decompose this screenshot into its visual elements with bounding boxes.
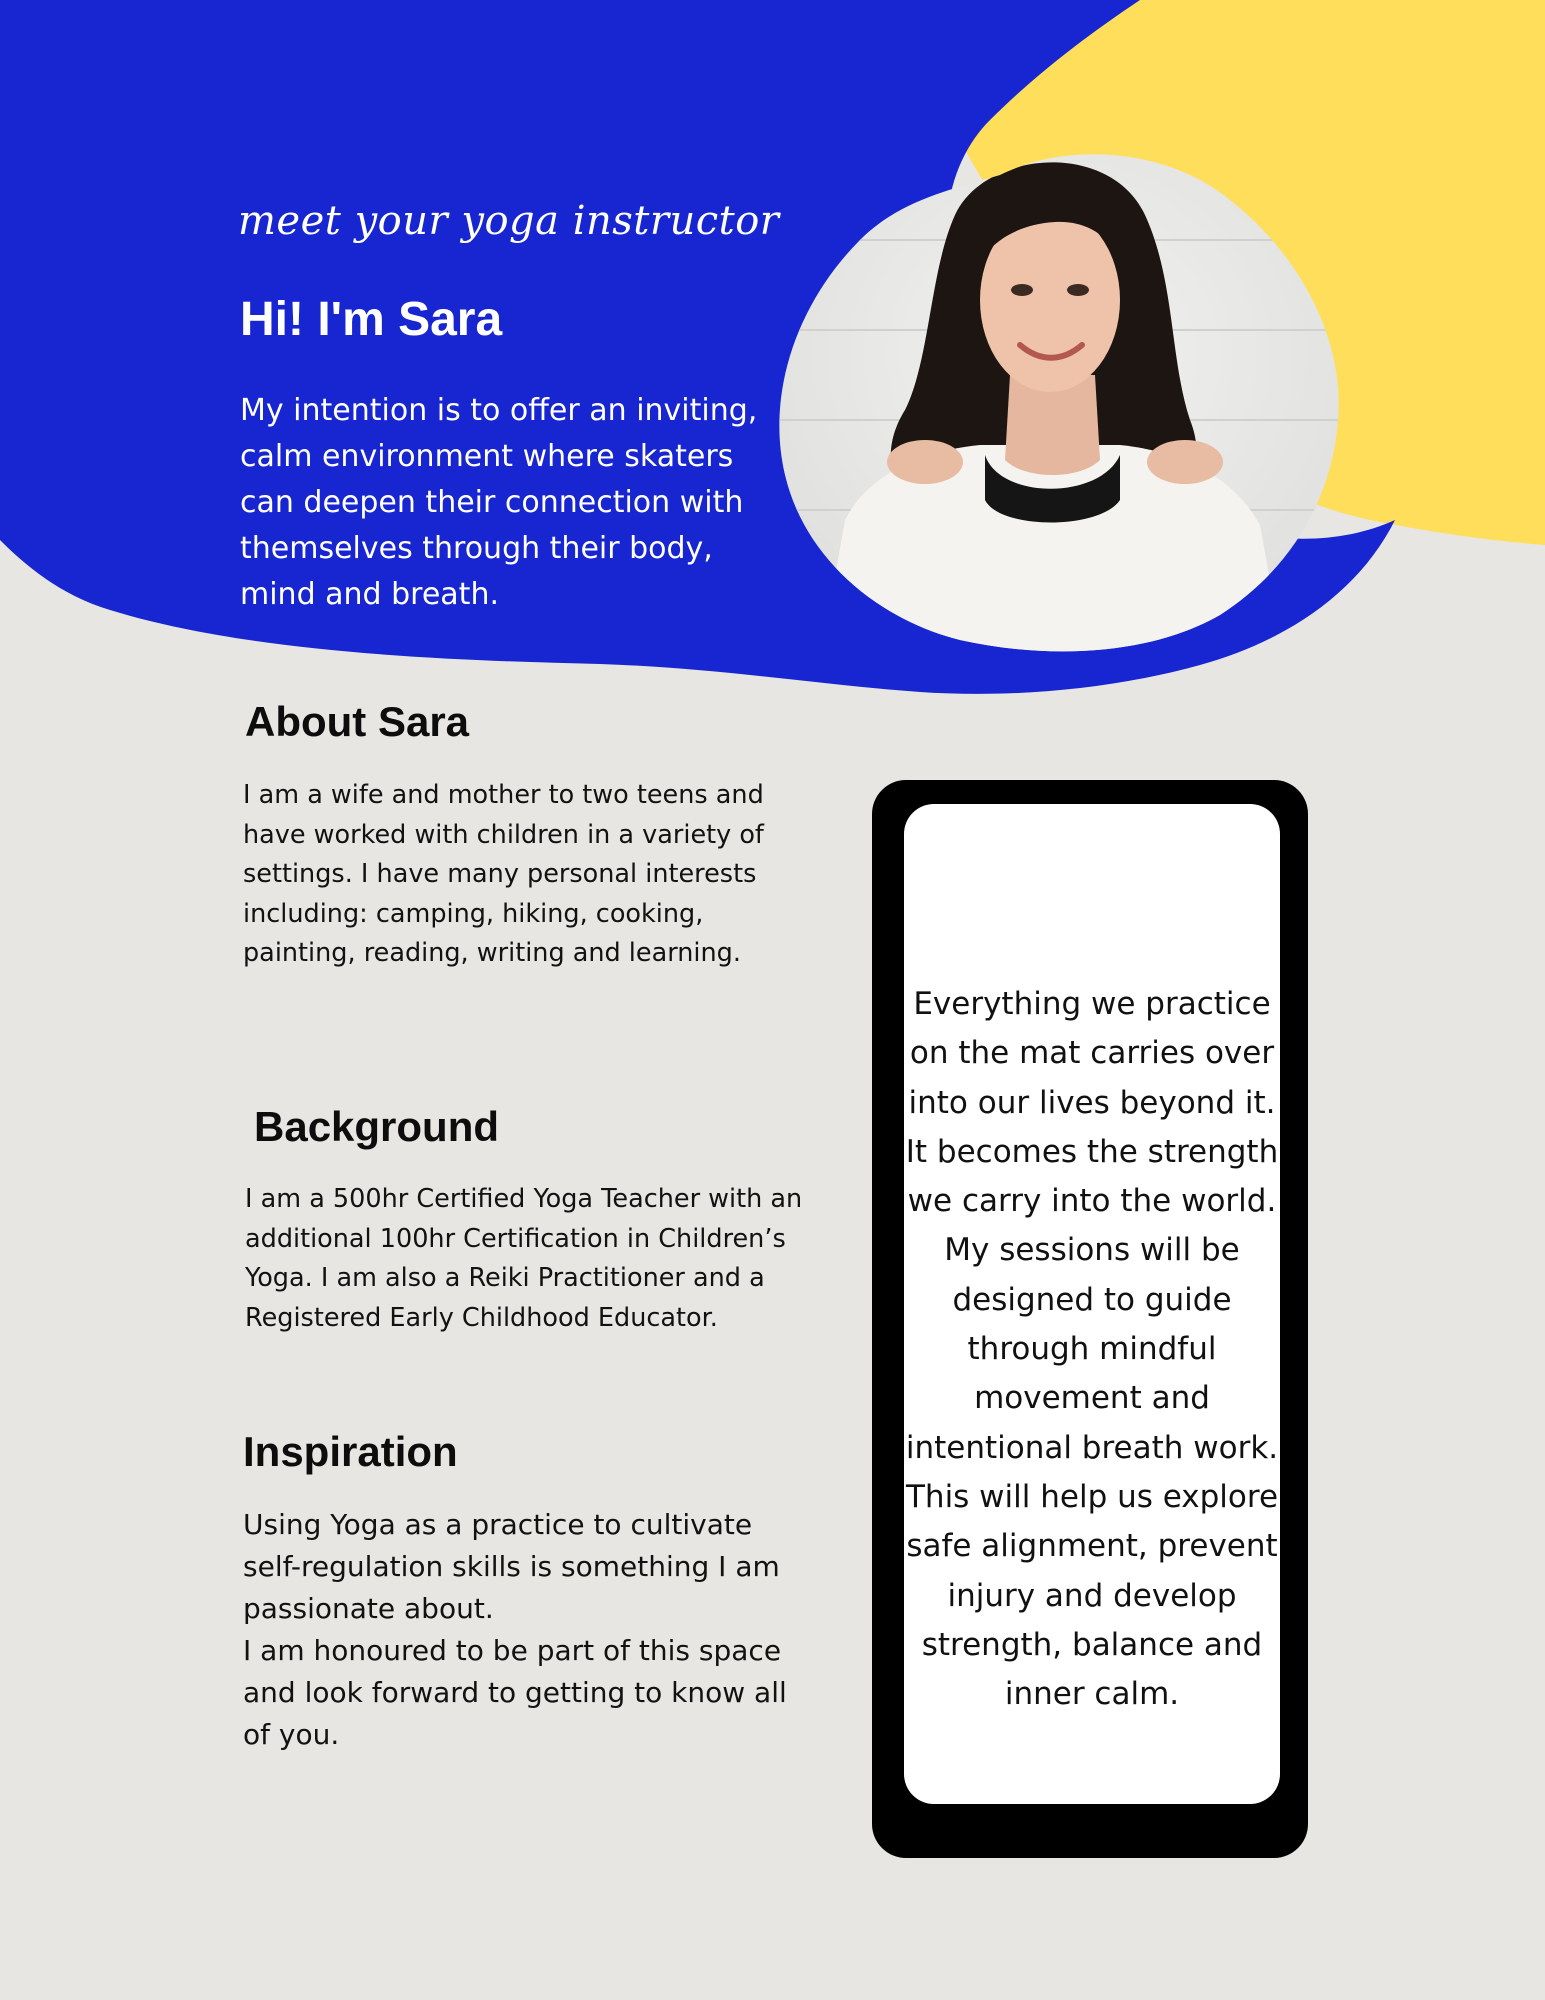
- inspiration-line-2: I am honoured to be part of this space and look forward to getting to know all of you.: [243, 1634, 787, 1751]
- inspiration-line-1: Using Yoga as a practice to cultivate self-regulation skills is something I am passionate about.: [243, 1508, 780, 1625]
- background-paragraph: I am a 500hr Certified Yoga Teacher with an additional 100hr Certification in Children’s Yoga. I am also a Reiki Practitioner and a Registered Early Childhood Educator.: [245, 1184, 803, 1333]
- about-paragraph: I am a wife and mother to two teens and have worked with children in a variety of settings. I have many personal interests including: camping, hiking, cooking, painting, reading, writing and learning.: [243, 780, 764, 968]
- script-tagline: meet your yoga instructor: [238, 198, 780, 244]
- about-heading: About Sara: [245, 698, 470, 745]
- inspiration-paragraph: [243, 1504, 813, 1756]
- background-heading: Background: [254, 1103, 500, 1150]
- intro-paragraph: My intention is to offer an inviting, calm environment where skaters can deepen their connection with themselves through their body, mind and breath.: [240, 393, 758, 612]
- phone-screen: [904, 804, 1280, 1804]
- inspiration-heading: Inspiration: [243, 1428, 458, 1475]
- quote-text: Everything we practice on the mat carries over into our lives beyond it. It becomes the strength we carry into the world. My sessions will be designed to guide through mindful movement and intentional breath work. This will help us explore safe alignment, prevent injury and develop strength, balance and inner calm.: [905, 986, 1279, 1713]
- page-title: Hi! I'm Sara: [240, 293, 503, 346]
- phone-frame: [872, 780, 1308, 1858]
